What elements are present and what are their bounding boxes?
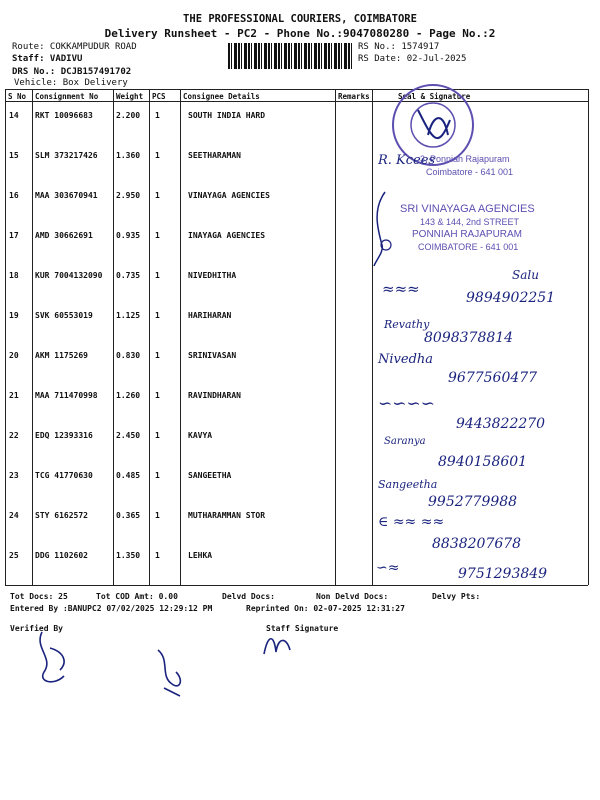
phone-r22: 8940158601 xyxy=(438,454,528,470)
cell-consignment: MAA 303670941 xyxy=(35,191,98,200)
cell-sno: 25 xyxy=(9,551,19,560)
cell-sno: 18 xyxy=(9,271,19,280)
col-consignment: Consignment No xyxy=(35,92,99,101)
cell-consignment: AMD 30662691 xyxy=(35,231,93,240)
cell-pcs: 1 xyxy=(155,151,160,160)
signature-r15: R. Kcees xyxy=(378,153,436,168)
cell-consignee: SANGEETHA xyxy=(188,471,232,480)
reprinted-on: Reprinted On: 02-07-2025 12:31:27 xyxy=(246,604,405,613)
staff: Staff: VADIVU xyxy=(12,54,83,64)
cell-pcs: 1 xyxy=(155,311,160,320)
cell-pcs: 1 xyxy=(155,511,160,520)
cell-pcs: 1 xyxy=(155,551,160,560)
cell-consignment: RKT 10096683 xyxy=(35,111,93,120)
signature-r25: ∽≈ xyxy=(376,560,400,576)
cell-sno: 14 xyxy=(9,111,19,120)
verified-by-label: Verified By xyxy=(10,624,63,633)
bracket-signature xyxy=(370,190,400,270)
phone-r18: 9894902251 xyxy=(466,290,556,306)
cell-sno: 16 xyxy=(9,191,19,200)
cell-consignment: MAA 711470998 xyxy=(35,391,98,400)
delivered-docs: Delvd Docs: xyxy=(222,592,275,601)
cell-pcs: 1 xyxy=(155,191,160,200)
staff-signature-mark xyxy=(150,640,190,700)
cell-weight: 2.450 xyxy=(116,431,141,440)
cell-consignee: SOUTH INDIA HARD xyxy=(188,111,266,120)
phone-r23: 9952779988 xyxy=(428,494,518,510)
cell-consignee: INAYAGA AGENCIES xyxy=(188,231,266,240)
table-row xyxy=(0,181,600,221)
stamp-line: 3, Ponniah Rajapuram xyxy=(420,154,510,164)
cell-pcs: 1 xyxy=(155,231,160,240)
signature-r22: Saranya xyxy=(384,436,426,447)
phone-r20: 9677560477 xyxy=(448,370,538,386)
cell-weight: 0.935 xyxy=(116,231,141,240)
cell-consignee: RAVINDHARAN xyxy=(188,391,241,400)
staff-signature xyxy=(260,630,300,660)
cell-consignee: VINAYAGA AGENCIES xyxy=(188,191,270,200)
signature-r24: ∈ ≈≈ ≈≈ xyxy=(378,514,445,530)
signature-r19: Revathy xyxy=(384,318,430,331)
phone-r24: 8838207678 xyxy=(432,536,522,552)
total-docs: Tot Docs: 25 xyxy=(10,592,68,601)
cell-pcs: 1 xyxy=(155,271,160,280)
signature-r18-name: Salu xyxy=(512,268,539,282)
total-cod: Tot COD Amt: 0.00 xyxy=(96,592,178,601)
cell-consignment: AKM 1175269 xyxy=(35,351,88,360)
cell-weight: 0.735 xyxy=(116,271,141,280)
drs-number: DRS No.: DCJB157491702 xyxy=(12,67,132,77)
signature-r21: ∽∽∽∽ xyxy=(378,394,435,414)
col-sno: S No xyxy=(8,92,27,101)
cell-weight: 1.260 xyxy=(116,391,141,400)
col-remarks: Remarks xyxy=(338,92,370,101)
cell-weight: 1.350 xyxy=(116,551,141,560)
cell-consignee: LEHKA xyxy=(188,551,213,560)
company-title: THE PROFESSIONAL COURIERS, COIMBATORE xyxy=(183,13,417,25)
verifier-signature xyxy=(24,628,84,692)
stamp-line: 143 & 144, 2nd STREET xyxy=(420,217,520,227)
cell-consignment: SLM 373217426 xyxy=(35,151,98,160)
stamp-line: COIMBATORE - 641 001 xyxy=(418,242,519,252)
vehicle: Vehicle: Box Delivery xyxy=(14,78,128,88)
cell-weight: 2.200 xyxy=(116,111,141,120)
delivery-points: Delvy Pts: xyxy=(432,592,481,601)
rs-date: RS Date: 02-Jul-2025 xyxy=(358,54,467,64)
phone-r25: 9751293849 xyxy=(458,566,548,582)
cell-weight: 0.365 xyxy=(116,511,141,520)
cell-pcs: 1 xyxy=(155,431,160,440)
signature-r18: ≈≈≈ xyxy=(382,280,420,298)
col-consignee: Consignee Details xyxy=(183,92,260,101)
signature-r23: Sangeetha xyxy=(378,478,438,491)
cell-consignment: SVK 60553019 xyxy=(35,311,93,320)
runsheet-title: Delivery Runsheet - PC2 - Phone No.:9047080280 - Page No.:2 xyxy=(104,27,496,40)
cell-consignee: SEETHARAMAN xyxy=(188,151,241,160)
cell-consignment: DDG 1102602 xyxy=(35,551,88,560)
table-row xyxy=(0,101,600,141)
cell-sno: 23 xyxy=(9,471,19,480)
col-pcs: PCS xyxy=(152,92,166,101)
rs-number: RS No.: 1574917 xyxy=(358,42,440,52)
stamp-line: SRI VINAYAGA AGENCIES xyxy=(400,203,535,215)
col-signature: Seal & Signature xyxy=(398,92,471,101)
cell-pcs: 1 xyxy=(155,111,160,120)
table-row xyxy=(0,221,600,261)
phone-r19: 8098378814 xyxy=(424,330,514,346)
cell-sno: 17 xyxy=(9,231,19,240)
cell-sno: 22 xyxy=(9,431,19,440)
cell-consignee: MUTHARAMMAN STOR xyxy=(188,511,266,520)
cell-consignee: NIVEDHITHA xyxy=(188,271,237,280)
phone-r21: 9443822270 xyxy=(456,416,546,432)
route: Route: COKKAMPUDUR ROAD xyxy=(12,42,137,52)
cell-weight: 1.125 xyxy=(116,311,141,320)
cell-consignment: STY 6162572 xyxy=(35,511,88,520)
cell-consignee: KAVYA xyxy=(188,431,213,440)
cell-weight: 0.485 xyxy=(116,471,141,480)
stamp-line: PONNIAH RAJAPURAM xyxy=(412,229,523,240)
table-row xyxy=(0,381,600,421)
cell-consignment: EDQ 12393316 xyxy=(35,431,93,440)
cell-consignee: SRINIVASAN xyxy=(188,351,237,360)
non-delivered-docs: Non Delvd Docs: xyxy=(316,592,389,601)
barcode xyxy=(228,43,353,69)
stamp-line: Coimbatore - 641 001 xyxy=(426,167,514,177)
cell-consignment: KUR 7004132090 xyxy=(35,271,103,280)
cell-pcs: 1 xyxy=(155,391,160,400)
cell-weight: 1.360 xyxy=(116,151,141,160)
cell-sno: 21 xyxy=(9,391,19,400)
staff-signature-label: Staff Signature xyxy=(266,624,339,633)
cell-consignment: TCG 41770630 xyxy=(35,471,93,480)
cell-consignee: HARIHARAN xyxy=(188,311,232,320)
col-weight: Weight xyxy=(116,92,144,101)
cell-sno: 15 xyxy=(9,151,19,160)
cell-weight: 2.950 xyxy=(116,191,141,200)
cell-pcs: 1 xyxy=(155,471,160,480)
cell-sno: 20 xyxy=(9,351,19,360)
cell-pcs: 1 xyxy=(155,351,160,360)
cell-sno: 19 xyxy=(9,311,19,320)
entered-by: Entered By :BANUPC2 07/02/2025 12:29:12 PM xyxy=(10,604,213,613)
signature-r20: Nivedha xyxy=(378,352,434,367)
cell-sno: 24 xyxy=(9,511,19,520)
cell-weight: 0.830 xyxy=(116,351,141,360)
